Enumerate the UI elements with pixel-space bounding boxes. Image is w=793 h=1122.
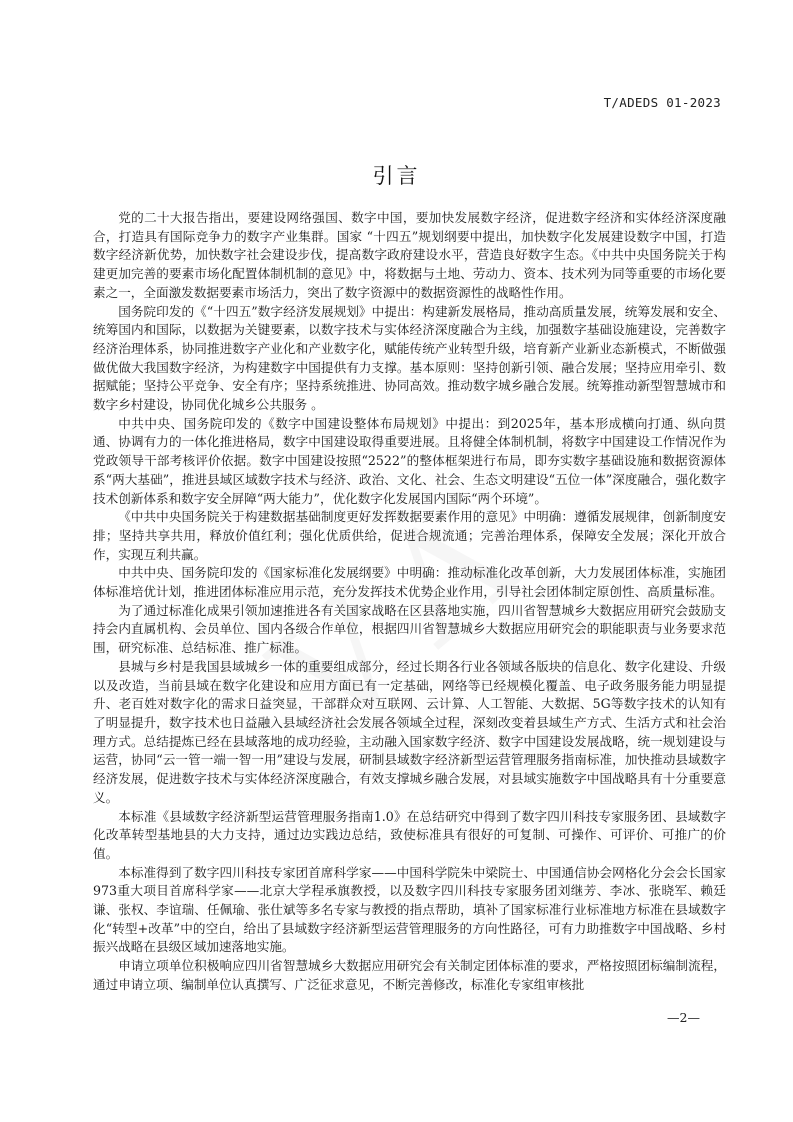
paragraph: 为了通过标准化成果引领加速推进各有关国家战略在区县落地实施，四川省智慧城乡大数据应用研究会鼓励支持会内直属机构、会员单位、国内各级合作单位，根据四川省智慧城乡大数据应用研究会的职能职责与业务要求范围，研究标准、总结标准、推广标准。 — [93, 602, 726, 656]
paragraph: 《中共中央国务院关于构建数据基础制度更好发挥数据要素作用的意见》中明确：遵循发展规律，创新制度安排；坚持共享共用，释放价值红利；强化优质供给，促进合规流通；完善治理体系，保障安全发展；深化开放合作，实现互利共赢。 — [93, 509, 726, 562]
page-title: 引言 — [372, 164, 421, 188]
paragraph: 中共中央、国务院印发的《数字中国建设整体布局规划》中提出：到2025年，基本形成横向打通、纵向贯通、协调有力的一体化推进格局，数字中国建设取得重要进展。且将健全体制机制，将数字中国建设工作情况作为党政领导干部考核评价依据。数字中国建设按照“2522”的整体框架进行布局，即夯实数字基础设施和数据资源体系“两大基础”，推进县域区域数字技术与经济、政治、文化、社会、生态文明建设“五位一体”深度融合，强化数字技术创新体系和数字安全屏障“两大能力”，优化数字化发展国内国际“两个环境”。 — [93, 415, 726, 506]
paragraph: 中共中央、国务院印发的《国家标准化发展纲要》中明确：推动标准化改革创新，大力发展团体标准，实施团体标准培优计划，推进团体标准应用示范，充分发挥技术优势企业作用，引导社会团体制定原创性、高质量标准。 — [93, 565, 726, 600]
paragraph: 县城与乡村是我国县域城乡一体的重要组成部分，经过长期各行业各领域各版块的信息化、数字化建设、升级以及改造，当前县域在数字化建设和应用方面已有一定基础，网络等已经规模化覆盖、电子政务服务能力明显提升、老百姓对数字化的需求日益突显，干部群众对互联网、云计算、人工智能、大数据、5G等数字技术的认知有了明显提升，数字技术也日益融入县域经济社会发展各领域全过程，深刻改变着县域生产方式、生活方式和社会治理方式。总结提炼已经在县域落地的成功经验，主动融入国家数字经济、数字中国建设发展战略，统一规划建设与运营，协同“云一管一端一智一用”建设与发展，研制县域数字经济新型运营管理服务指南标准，加快推动县域数字经济发展，促进数字技术与实体经济深度融合，有效支撑城乡融合发展，对县域实施数字中国战略具有十分重要意义。 — [93, 658, 726, 805]
document-body — [93, 209, 726, 995]
paragraph: 本标准《县域数字经济新型运营管理服务指南1.0》在总结研究中得到了数字四川科技专家服务团、县域数字化改革转型基地县的大力支持，通过边实践边总结，致使标准具有很好的可复制、可操作、可评价、可推广的价值。 — [93, 808, 726, 861]
paragraph: 申请立项单位积极响应四川省智慧城乡大数据应用研究会有关制定团体标准的要求，严格按照团标编制流程，通过申请立项、编制单位认真撰写、广泛征求意见，不断完善修改，标准化专家组审核批 — [93, 958, 726, 992]
paragraph: 国务院印发的《“十四五”数字经济发展规划》中提出：构建新发展格局，推动高质量发展，统筹发展和安全、统筹国内和国际，以数据为关键要素，以数字技术与实体经济深度融合为主线，加强数字基础设施建设，完善数字经济治理体系，协同推进数字产业化和产业数字化，赋能传统产业转型升级，培育新产业新业态新模式，不断做强做优做大我国数字经济，为构建数字中国提供有力支撑。基本原则：坚持创新引领、融合发展；坚持应用牵引、数据赋能；坚持公平竞争、安全有序；坚持系统推进、协同高效。推动数字城乡融合发展。统筹推动新型智慧城市和数字乡村建设，协同优化城乡公共服务 。 — [93, 303, 726, 413]
paragraph: 本标准得到了数字四川科技专家团首席科学家——中国科学院朱中梁院士、中国通信协会网格化分会会长国家973重大项目首席科学家——北京大学程承旗教授，以及数字四川科技专家服务团刘继芳、李冰、张晓军、赖廷谦、张权、李谊瑞、任佩瑜、张仕斌等多名专家与教授的指点帮助，填补了国家标准行业标准地方标准在县域数字化“转型+改革”中的空白，给出了县域数字经济新型运营管理服务的方向性路径，可有力助推数字中国战略、乡村振兴战略在县级区域加速落地实施。 — [93, 864, 726, 955]
paragraph: 党的二十大报告指出，要建设网络强国、数字中国，要加快发展数字经济，促进数字经济和实体经济深度融合，打造具有国际竞争力的数字产业集群。国家 “十四五”规划纲要中提出，加快数字化发展建设数字中国，打造数字经济新优势，加快数字社会建设步伐，提高数字政府建设水平，营造良好数字生态。《中共中央国务院关于构建更加完善的要素市场化配置体制机制的意见》中，将数据与土地、劳动力、资本、技术列为同等重要的市场化要素之一，全面激发数据要素市场活力，突出了数字资源中的数据资源性的战略性作用。 — [93, 210, 726, 300]
standard-code: T/ADEDS 01-2023 — [603, 95, 721, 110]
page-number: —2— — [667, 1010, 700, 1025]
